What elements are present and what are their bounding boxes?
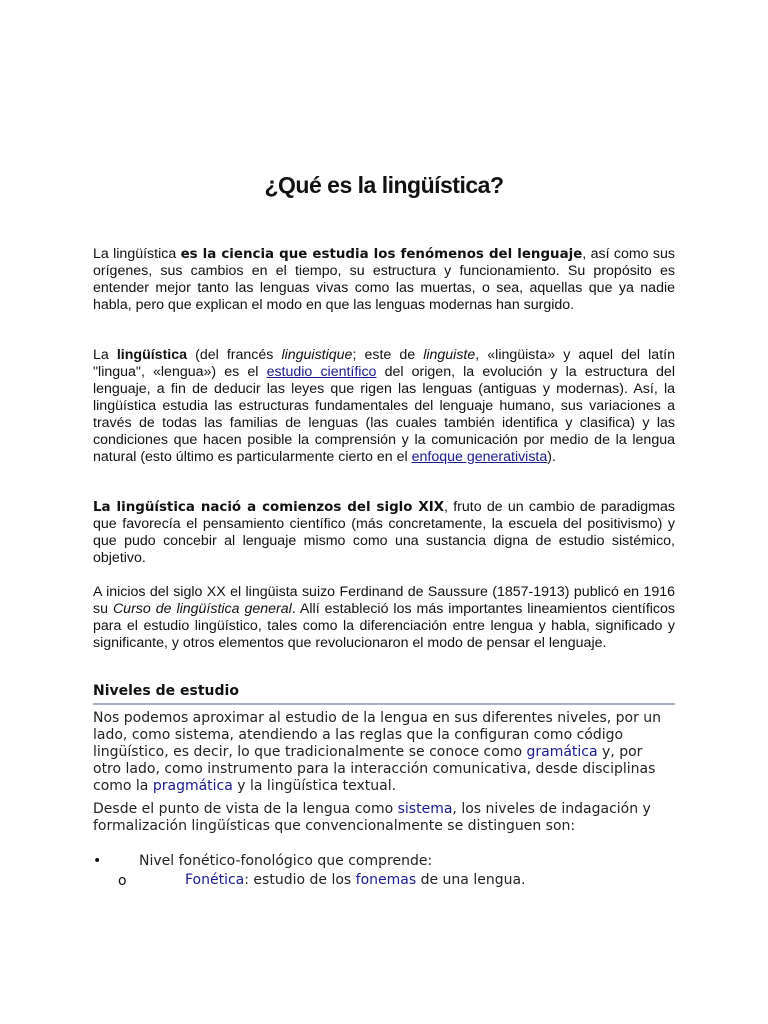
paragraph-sistema (93, 801, 673, 835)
text-run: , fruto de un cambio de paradigmas que favorecía el pensamiento científico (más concretamente, la escuela del positivismo) y que pudo concebir al lenguaje mismo como una sustancia digna de estudio sistémico, objetivo. (93, 499, 675, 566)
link-enfoque-generativista[interactable]: enfoque generativista (411, 449, 548, 465)
bullet-disc: • (93, 853, 102, 869)
link-pragmatica[interactable]: pragmática (152, 778, 233, 794)
link-estudio-cientifico[interactable]: estudio científico (266, 364, 377, 380)
link-fonemas[interactable]: fonemas (355, 872, 417, 888)
text-run: (del francés (187, 347, 282, 363)
text-run: : estudio de los (244, 872, 356, 888)
text-run: ; este de (352, 347, 424, 363)
text-run: La lingüística (93, 246, 181, 262)
link-gramatica[interactable]: gramática (526, 744, 598, 760)
text-run: , así como sus orígenes, sus cambios en el tiempo, su estructura y funcionamiento. Su propósito es entender mejor tanto las lenguas vivas como las muertas, o sea, aquellas que ya nadie habla, pero que explican el modo en que las lenguas modernas han surgido. (93, 246, 675, 313)
text-run: , «lingüista» y aquel del latín "lingua", «lengua») es el (93, 347, 675, 380)
text-run: y, por otro lado, como instrumento para la interacción comunicativa, desde disciplinas como la (93, 744, 656, 794)
sub-list-item (185, 872, 526, 889)
list-item (139, 853, 432, 870)
text-run: , los niveles de indagación y formalización lingüísticas que convencionalmente se distinguen son: (93, 801, 651, 834)
text-run: . Allí estableció los más importantes lineamientos científicos para el estudio lingüístico, tales como la diferenciación entre lengua y habla, significado y significante, y otros elementos que revolucionaron el modo de pensar el lenguaje. (93, 601, 675, 651)
bold-text: es la ciencia que estudia los fenómenos del lenguaje (180, 247, 583, 262)
text-run: Nos podemos aproximar al estudio de la lengua en sus diferentes niveles, por un lado, como sistema, atendiendo a las reglas que la configuran como código lingüístico, es decir, lo que tradicionalmente se conoce como (93, 710, 662, 760)
paragraph-etymology (93, 347, 675, 466)
paragraph-definition (93, 246, 675, 314)
text-run: Desde el punto de vista de la lengua como (93, 801, 398, 817)
italic-text: Curso de lingüística general (112, 601, 292, 617)
bullet-circle: o (118, 873, 127, 889)
link-fonetica[interactable]: Fonética (185, 872, 245, 888)
italic-text: linguistique (281, 347, 353, 363)
italic-text: linguiste (423, 347, 476, 363)
section-heading-niveles: Niveles de estudio (93, 683, 675, 705)
text-run: ). (547, 449, 556, 465)
list-item-text: Nivel fonético-fonológico que comprende: (139, 853, 433, 869)
page-title: ¿Qué es la lingüística? (264, 172, 504, 198)
bold-text: La lingüística nació a comienzos del siglo XIX (93, 500, 445, 515)
text-run: La (93, 347, 117, 363)
text-run: del origen, la evolución y la estructura del lenguaje, a fin de deducir las leyes que rigen las lenguas (antiguas y modernas). Así, la lingüística estudia las estructuras fundamentales del lenguaje humano, sus variaciones a través de todas las familias de lenguas (las cuales también identifica y clasifica) y las condiciones que hacen posible la comprensión y la comunicación por medio de la lengua natural (esto último es particularmente cierto en el (93, 364, 675, 465)
text-run: y la lingüística textual. (232, 778, 397, 794)
bold-text: lingüística (116, 347, 188, 363)
link-sistema[interactable]: sistema (397, 801, 453, 817)
text-run: de una lengua. (416, 872, 526, 888)
paragraph-niveles (93, 710, 673, 795)
text-run: A inicios del siglo XX el lingüista suizo Ferdinand de Saussure (1857-1913) publicó en 1916 su (93, 584, 675, 617)
paragraph-origin (93, 499, 675, 567)
paragraph-saussure (93, 584, 675, 652)
